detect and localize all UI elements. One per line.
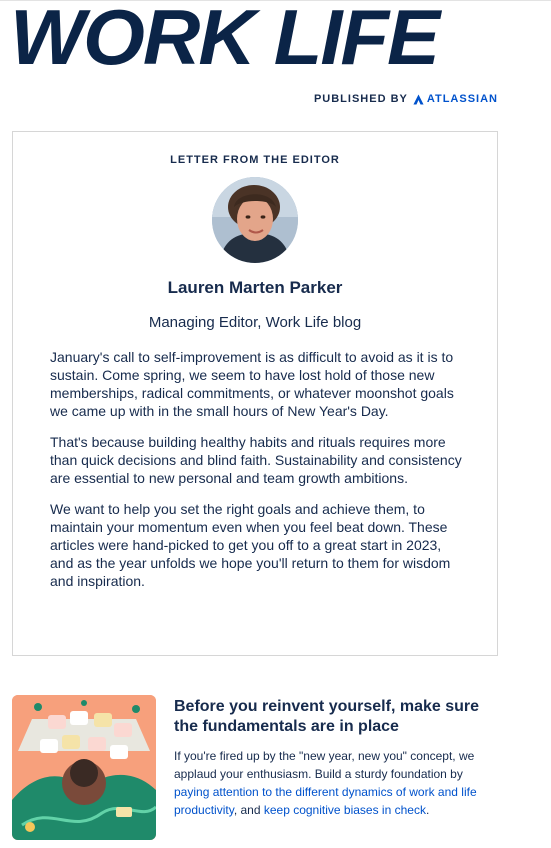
- feature-article: [12, 695, 542, 845]
- feature-desc-intro: If you're fired up by the "new year, new you" concept, we applaud your enthusiasm. Build a sturdy foundation by: [174, 749, 475, 781]
- letter-paragraph: That's because building healthy habits and rituals requires more than quick decisions and blind faith. Sustainability and consistency are essential to new personal and team growth ambitions.: [50, 434, 462, 486]
- feature-title[interactable]: Before you reinvent yourself, make sure the fundamentals are in place: [174, 698, 479, 735]
- atlassian-wordmark: ATLASSIAN: [426, 93, 498, 105]
- letter-paragraph: January's call to self-improvement is as difficult to avoid as it is to sustain. Come spring, we seem to have lost hold of those new memberships, radical commitments, or whatever moonshot goals we came up with in the small hours of New Year's Day.: [50, 349, 454, 419]
- letter-body: [50, 348, 468, 603]
- letter-paragraph: We want to help you set the right goals and achieve them, to maintain your momentum even when you feel beat down. These articles were hand-picked to get you off to a great start in 2023, and as the year unfolds we hope you'll return to them for wisdom and inspiration.: [50, 501, 451, 589]
- feature-artwork: [12, 695, 156, 840]
- editor-portrait-image: [212, 177, 298, 263]
- productivity-dynamics-link[interactable]: paying attention to the different dynamics of work and life productivity: [174, 785, 477, 817]
- editor-letter-card: [12, 131, 498, 656]
- editor-avatar: [212, 177, 298, 263]
- masthead-logo[interactable]: WORK LIFE: [10, 0, 439, 81]
- cognitive-biases-link[interactable]: keep cognitive biases in check: [263, 803, 426, 817]
- atlassian-logo[interactable]: [413, 93, 498, 105]
- editor-role: Managing Editor, Work Life blog: [148, 314, 362, 331]
- feature-description: [174, 747, 484, 819]
- feature-desc-mid: , and: [233, 803, 264, 817]
- feature-illustration[interactable]: [12, 695, 156, 840]
- published-by: [314, 93, 498, 105]
- atlassian-icon: [413, 94, 424, 105]
- published-by-label: PUBLISHED BY: [313, 93, 408, 105]
- editor-name: Lauren Marten Parker: [167, 278, 343, 297]
- feature-desc-end: .: [425, 803, 430, 817]
- letter-kicker: LETTER FROM THE EDITOR: [170, 154, 340, 166]
